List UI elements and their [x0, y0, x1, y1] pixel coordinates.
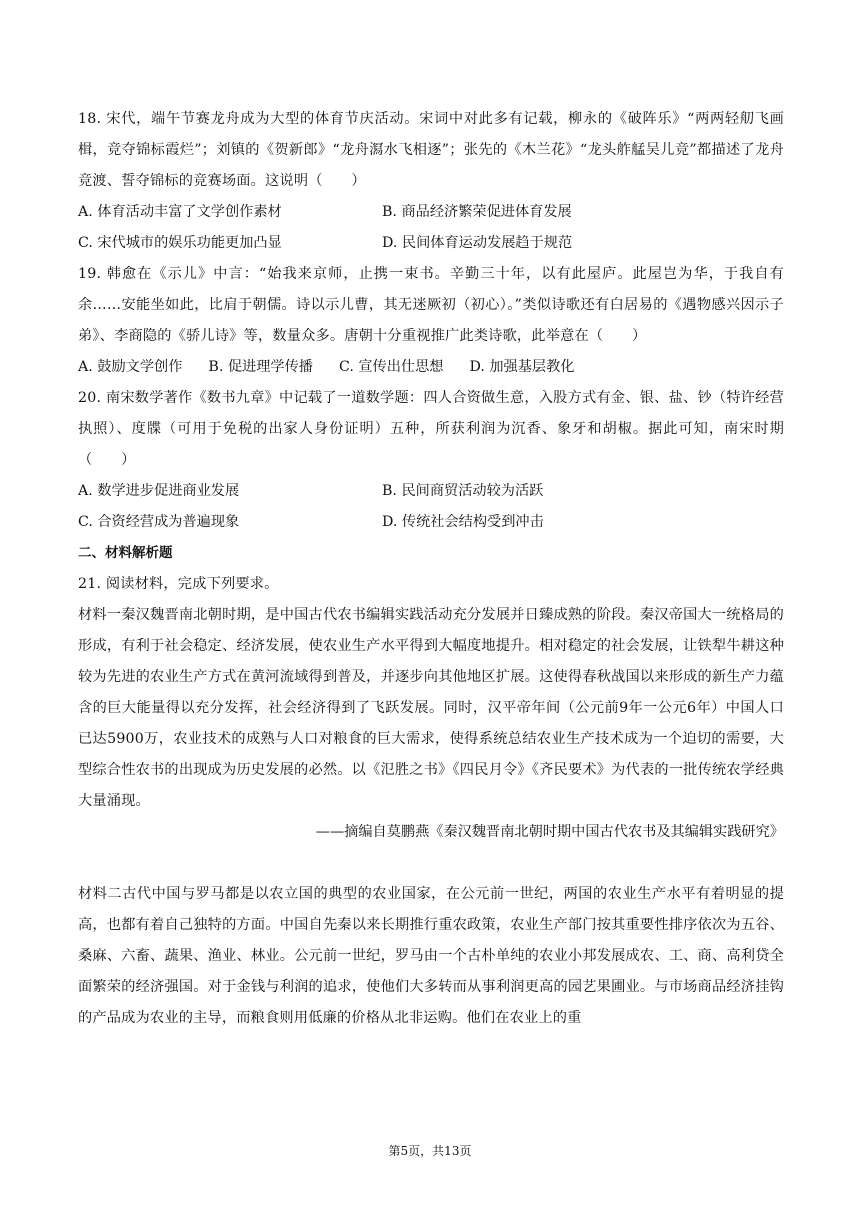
option-20-c[interactable]: C. 合资经营成为普遍现象: [78, 514, 240, 530]
option-18-b[interactable]: B. 商品经济繁荣促进体育发展: [382, 204, 572, 220]
material-1-source: ——摘编自莫鹏燕《秦汉魏晋南北朝时期中国古代农书及其编辑实践研究》: [315, 824, 784, 840]
question-21-stem: 21. 阅读材料，完成下列要求。: [78, 576, 279, 592]
question-20-options-row-1: [78, 476, 784, 507]
spacer: [78, 848, 784, 879]
question-19: [78, 259, 784, 383]
question-18: [78, 104, 784, 259]
option-18-d[interactable]: D. 民间体育运动发展趋于规范: [382, 235, 573, 251]
question-20: [78, 383, 784, 538]
material-2: 材料二古代中国与罗马都是以农立国的典型的农业国家，在公元前一世纪，两国的农业生产水平有着明显的提高，也都有着自己独特的方面。中国自先秦以来长期推行重农政策，农业生产部门按其重要性排序依次为五谷、桑麻、六畜、蔬果、渔业、林业。公元前一世纪，罗马由一个古朴单纯的农业小邦发展成农、工、商、高利贷全面繁荣的经济强国。对于金钱与利润的追求，使他们大多转而从事利润更高的园艺果圃业。与市场商品经济挂钩的产品成为农业的主导，而粮食则用低廉的价格从北非运购。他们在农业上的重: [78, 886, 784, 1026]
question-18-options-row-1: [78, 197, 784, 228]
material-1: 材料一秦汉魏晋南北朝时期，是中国古代农书编辑实践活动充分发展并日臻成熟的阶段。秦汉帝国大一统格局的形成，有利于社会稳定、经济发展，使农业生产水平得到大幅度地提升。相对稳定的社会发展，让铁犁牛耕这种较为先进的农业生产方式在黄河流域得到普及，并逐步向其他地区扩展。这使得春秋战国以来形成的新生产力蕴含的巨大能量得以充分发挥，社会经济得到了飞跃发展。同时，汉平帝年间（公元前9年一公元6年）中国人口已达5900万，农业技术的成熟与人口对粮食的巨大需求，使得系统总结农业生产技术成为一个迫切的需要，大型综合性农书的出现成为历史发展的必然。以《氾胜之书》《四民月令》《齐民要术》为代表的一批传统农学经典大量涌现。: [78, 607, 784, 809]
question-18-stem: 18. 宋代，端午节赛龙舟成为大型的体育节庆活动。宋词中对此多有记载，柳永的《破阵乐》“两两轻舠飞画楫，竞夺锦标霞烂”；刘镇的《贺新郎》“龙舟㵼水飞相逐”；张先的《木兰花》“龙头舴艋吴儿竞”都描述了龙舟竞渡、誓夺锦标的竞赛场面。这说明（ ）: [78, 111, 784, 189]
option-20-d[interactable]: D. 传统社会结构受到冲击: [382, 514, 544, 530]
question-20-options-row-2: [78, 507, 784, 538]
document-page: [78, 104, 784, 1034]
option-19-c[interactable]: C. 宣传出仕思想: [338, 359, 444, 375]
option-19-a[interactable]: A. 鼓励文学创作: [78, 359, 183, 375]
question-21: [78, 569, 784, 1034]
option-20-a[interactable]: A. 数学进步促进商业发展: [78, 483, 240, 499]
option-18-c[interactable]: C. 宋代城市的娱乐功能更加凸显: [78, 235, 282, 251]
option-20-b[interactable]: B. 民间商贸活动较为活跃: [382, 483, 544, 499]
page-footer: 第5页，共13页: [388, 1144, 472, 1158]
question-19-options: [78, 352, 784, 383]
question-18-options-row-2: [78, 228, 784, 259]
option-19-b[interactable]: B. 促进理学传播: [208, 359, 313, 375]
question-19-stem: 19. 韩愈在《示儿》中言：“始我来京师，止携一束书。辛勤三十年，以有此屋庐。此屋岂为华，于我自有余……安能坐如此，比肩于朝儒。诗以示儿曹，其无迷厥初（初心）。”类似诗歌还有白居易的《遇物感兴因示子弟》、李商隐的《骄儿诗》等，数量众多。唐朝十分重视推广此类诗歌，此举意在（ ）: [78, 266, 784, 344]
question-20-stem: 20. 南宋数学著作《数书九章》中记载了一道数学题：四人合资做生意，入股方式有金、银、盐、钞（特许经营执照）、度牒（可用于免税的出家人身份证明）五种，所获利润为沉香、象牙和胡椒。据此可知，南宋时期（ ）: [78, 390, 784, 468]
section-2-title: 二、材料解析题: [78, 545, 173, 561]
option-19-d[interactable]: D. 加强基层教化: [469, 359, 575, 375]
option-18-a[interactable]: A. 体育活动丰富了文学创作素材: [78, 204, 282, 220]
